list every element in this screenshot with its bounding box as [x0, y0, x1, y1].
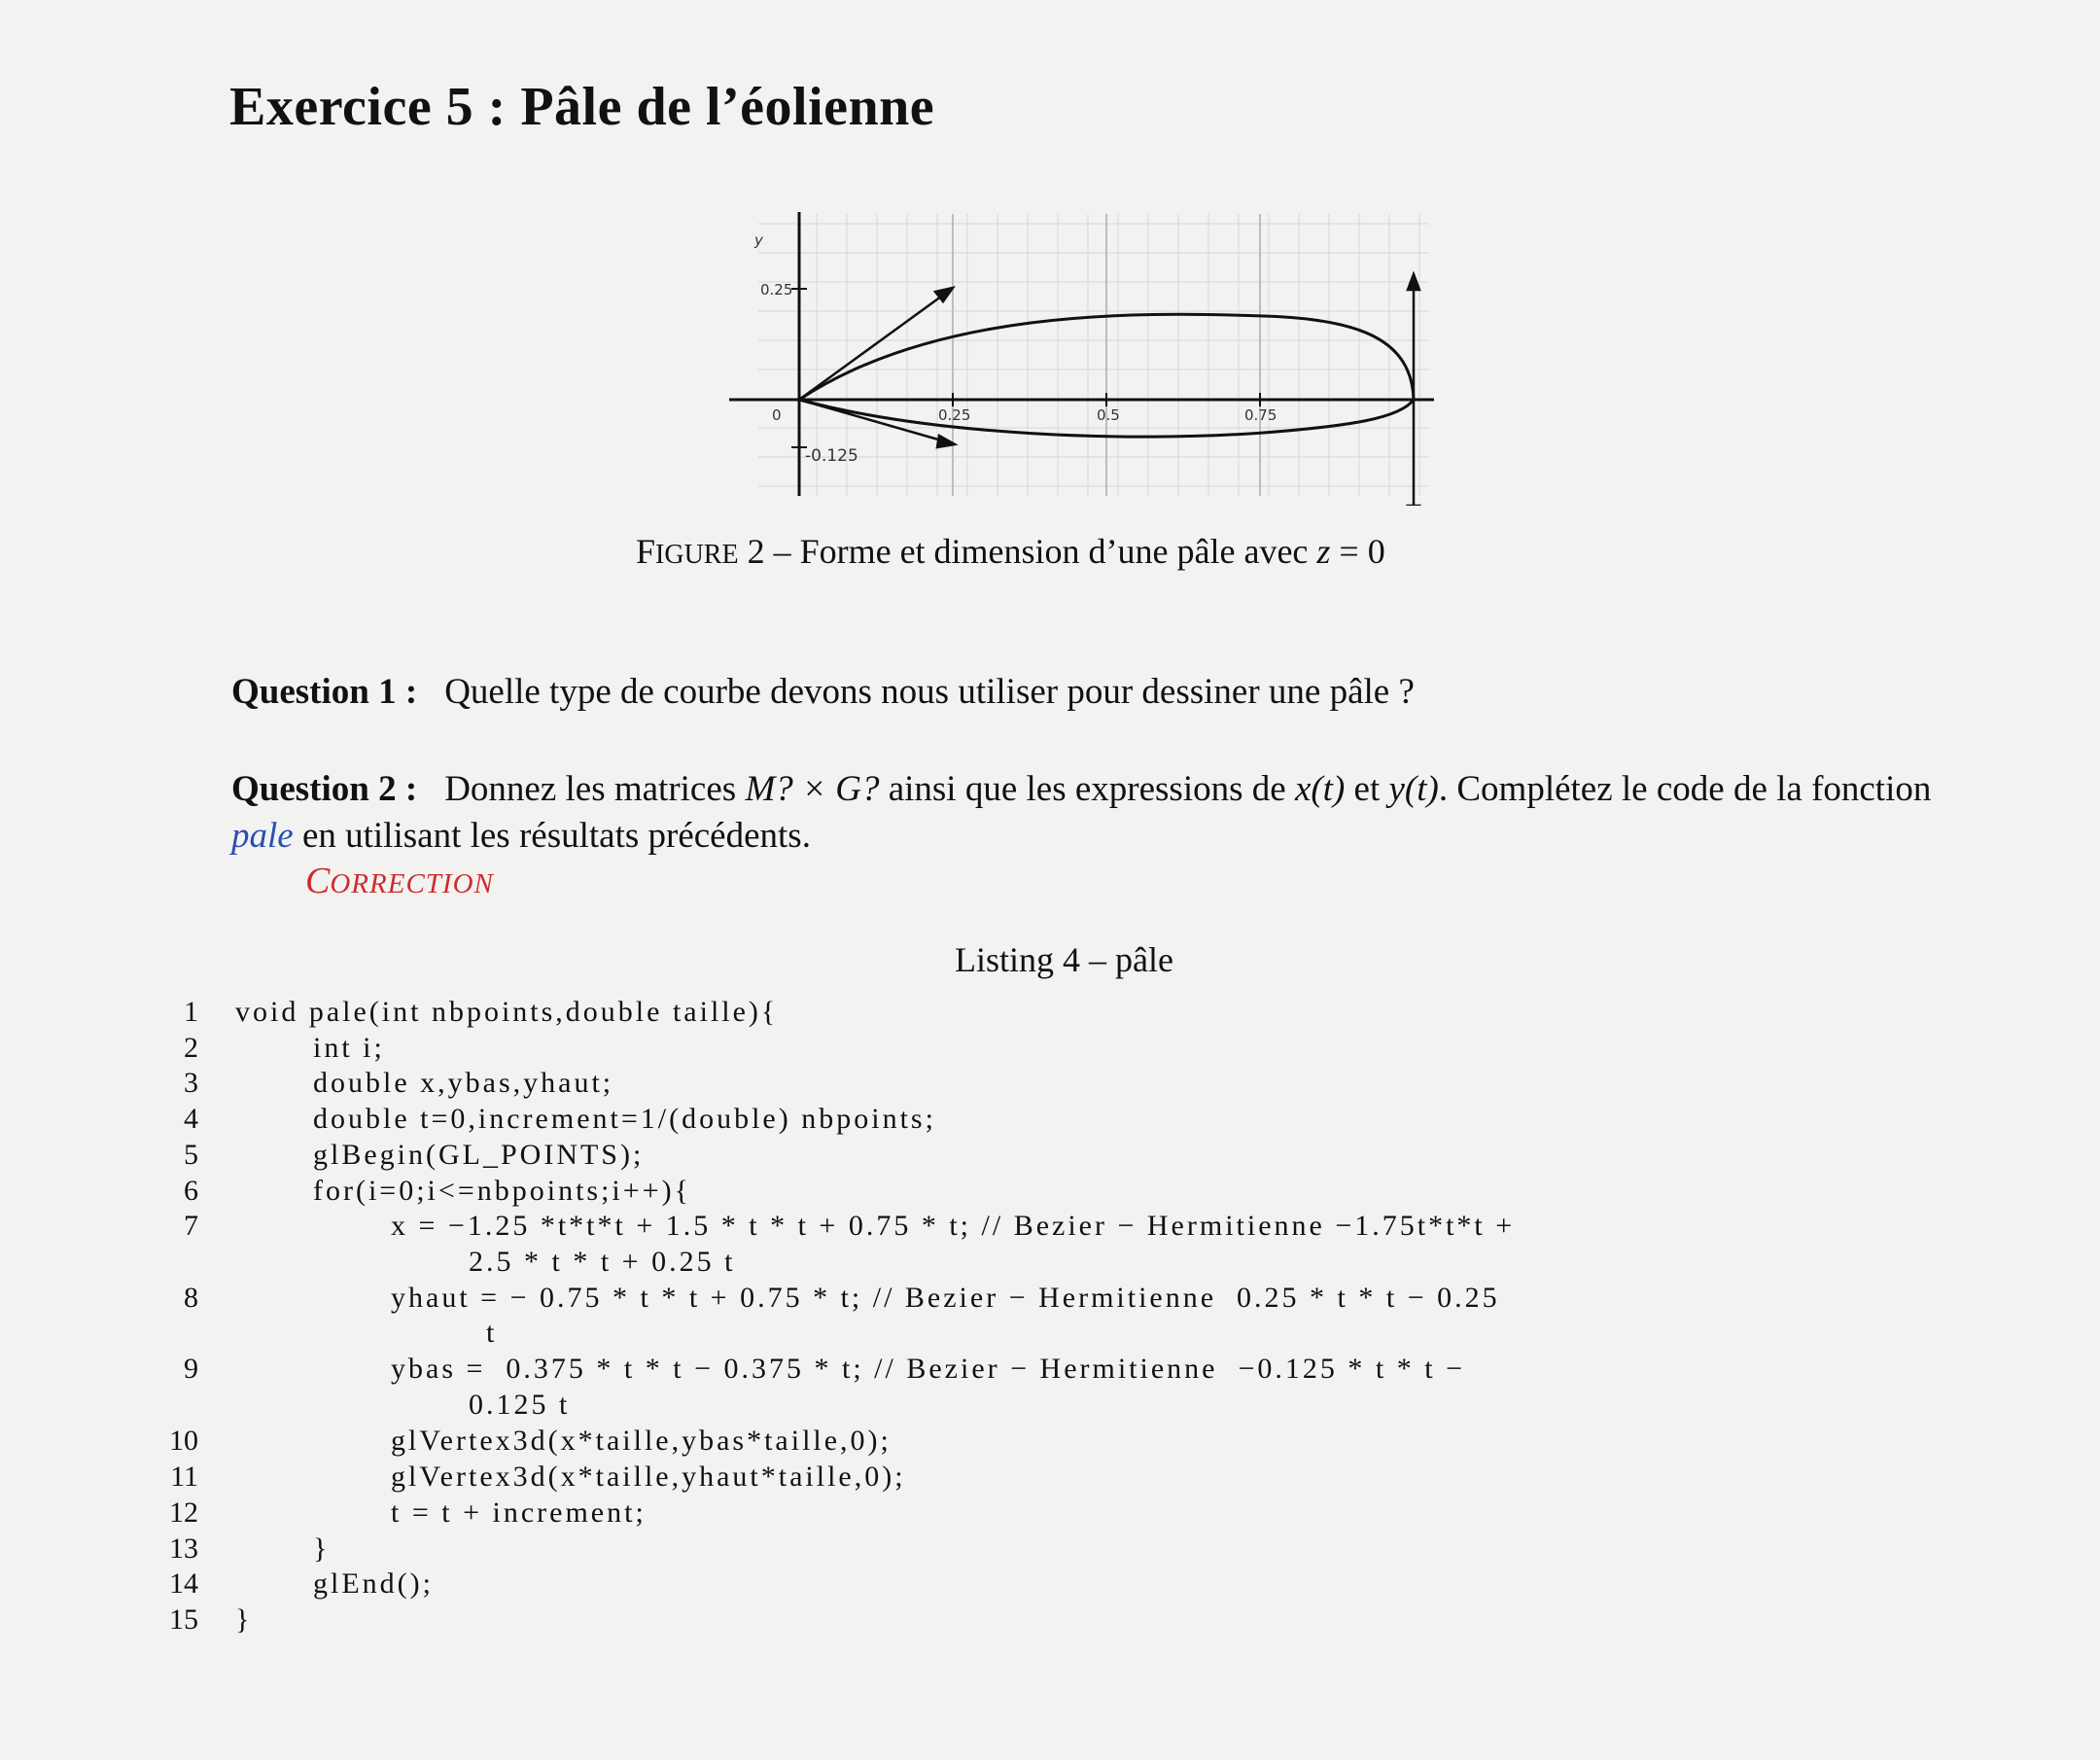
code-text: 0.125 t: [469, 1389, 571, 1421]
figure-caption: FIGURE 2 – Forme et dimension d’une pâle avec z = 0: [636, 532, 1385, 571]
line-number: 5: [184, 1139, 198, 1171]
listing-title: Listing 4 – pâle: [955, 940, 1173, 979]
code-text: void pale(int nbpoints,double taille){: [235, 996, 779, 1028]
axis-ticks: [791, 289, 1260, 447]
code-text: int i;: [313, 1032, 385, 1064]
code-text: glVertex3d(x*taille,yhaut*taille,0);: [391, 1461, 906, 1493]
line-number: 12: [169, 1496, 198, 1529]
question-2-label: Question 2 :: [231, 769, 418, 809]
code-text: glVertex3d(x*taille,ybas*taille,0);: [391, 1425, 892, 1457]
line-number: 15: [169, 1603, 198, 1636]
code-text: glEnd();: [313, 1567, 434, 1600]
x-tick-label: 0.25: [938, 406, 971, 424]
line-number: 11: [170, 1461, 198, 1493]
x-tick-label: 0.5: [1097, 406, 1120, 424]
correction-heading: CORRECTION: [305, 861, 494, 901]
question-1: [231, 669, 1942, 716]
line-number: 14: [169, 1567, 198, 1600]
exercise-title: Exercice 5 : Pâle de l’éolienne: [229, 77, 935, 137]
code-text: yhaut = − 0.75 * t * t + 0.75 * t; // Bezier − Hermitienne 0.25 * t * t − 0.25: [391, 1282, 1500, 1314]
line-number: 8: [184, 1282, 198, 1314]
y-tick-label: -0.125: [805, 446, 858, 466]
code-text: x = −1.25 *t*t*t + 1.5 * t * t + 0.75 * t; // Bezier − Hermitienne −1.75t*t*t +: [391, 1210, 1516, 1242]
function-name-link: pale: [231, 816, 294, 856]
question-2: Question 2 : Donnez les matrices M? × G? ainsi que les expressions de x(t) et y(t). Complétez le code de la fonction pale en utilisant les résultats précédents.: [231, 769, 1932, 856]
line-number: 4: [184, 1103, 198, 1135]
question-1-label: Question 1 :: [231, 672, 418, 712]
code-text: for(i=0;i<=nbpoints;i++){: [313, 1175, 691, 1207]
airfoil-figure: [719, 204, 1439, 506]
question-1-text: Quelle type de courbe devons nous utiliser pour dessiner une pâle ?: [444, 672, 1415, 712]
code-text: t: [486, 1317, 498, 1349]
line-number: 7: [184, 1210, 198, 1242]
line-number: 10: [169, 1425, 198, 1457]
x-tick-label: 0.75: [1244, 406, 1278, 424]
tangent-arrows: [799, 274, 1419, 506]
code-text: t = t + increment;: [391, 1496, 647, 1529]
line-number: 9: [184, 1353, 198, 1385]
code-text: double t=0,increment=1/(double) nbpoints;: [313, 1103, 936, 1135]
y-tick-label: 0.25: [760, 281, 793, 299]
code-text: ybas = 0.375 * t * t − 0.375 * t; // Bezier − Hermitienne −0.125 * t * t −: [391, 1353, 1465, 1385]
y-axis-label: y: [754, 231, 763, 249]
code-text: }: [313, 1532, 331, 1565]
line-number: 1: [184, 996, 198, 1028]
x-tick-label: 0: [772, 406, 782, 424]
code-text: double x,ybas,yhaut;: [313, 1067, 614, 1099]
line-number: 2: [184, 1032, 198, 1064]
line-number: 3: [184, 1067, 198, 1099]
code-text: 2.5 * t * t + 0.25 t: [469, 1246, 736, 1278]
line-number: 6: [184, 1175, 198, 1207]
code-text: }: [235, 1603, 253, 1636]
code-text: glBegin(GL_POINTS);: [313, 1139, 645, 1171]
line-number: 13: [169, 1532, 198, 1565]
